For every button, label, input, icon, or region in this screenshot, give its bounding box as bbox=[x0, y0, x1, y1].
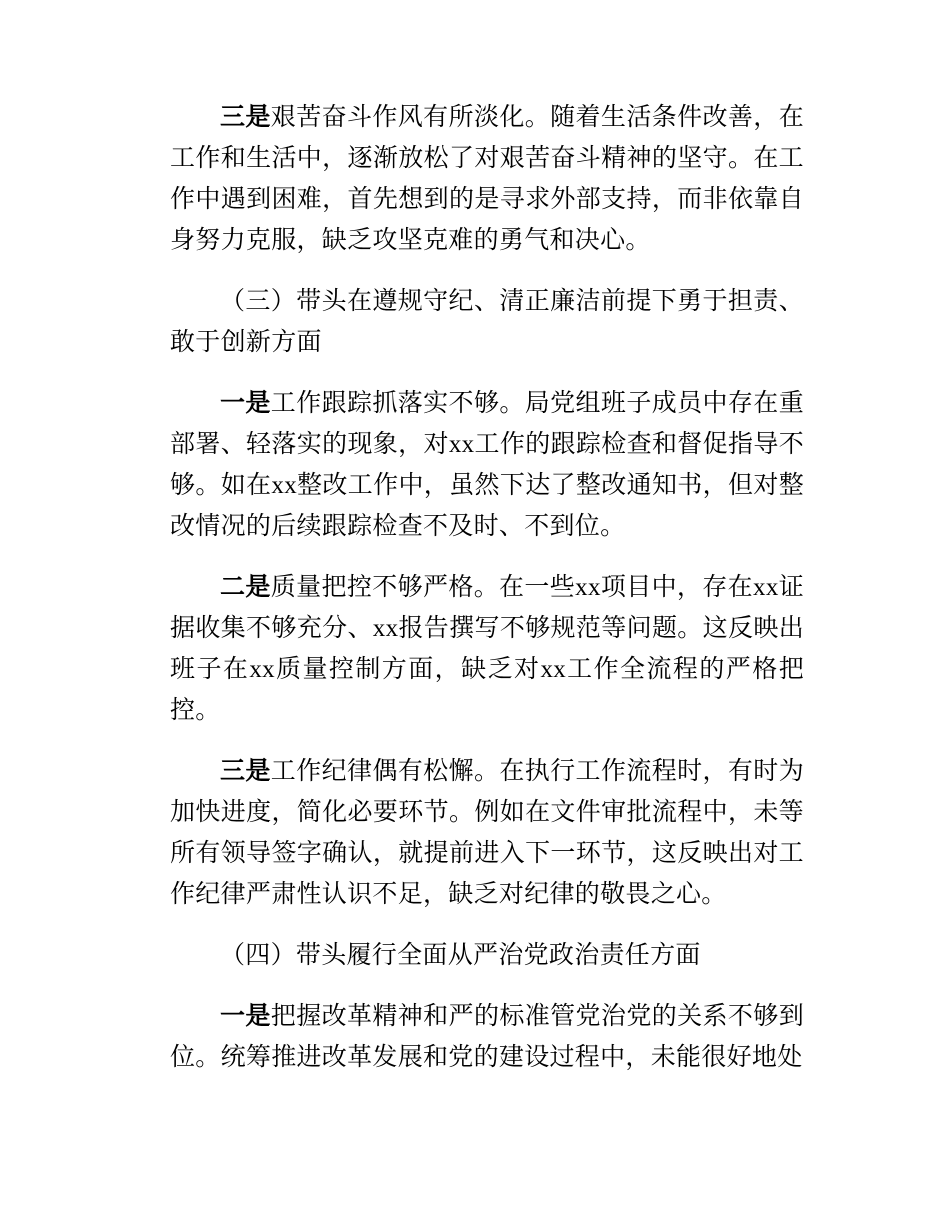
paragraph-text: 艰苦奋斗作风有所淡化。随着生活条件改善，在工作和生活中，逐渐放松了对艰苦奋斗精神的坚守。在工作中遇到困难，首先想到的是寻求外部支持，而非依靠自身努力克服，缺乏攻坚克难的勇气和决心。 bbox=[170, 104, 804, 254]
paragraph-lead: 一是 bbox=[220, 390, 271, 417]
paragraph-lead: 三是 bbox=[220, 758, 271, 785]
section-heading bbox=[170, 281, 804, 363]
paragraph-lead: 二是 bbox=[220, 574, 271, 601]
paragraph-text: 把握改革精神和严的标准管党治党的关系不够到位。统筹推进改革发展和党的建设过程中，未能很好地处 bbox=[170, 1003, 804, 1071]
paragraph bbox=[170, 751, 804, 915]
paragraph bbox=[170, 567, 804, 731]
heading-text: （三）带头在遵规守纪、清正廉洁前提下勇于担责、敢于创新方面 bbox=[170, 288, 804, 356]
paragraph-text: 工作纪律偶有松懈。在执行工作流程时，有时为加快进度，简化必要环节。例如在文件审批流程中，未等所有领导签字确认，就提前进入下一环节，这反映出对工作纪律严肃性认识不足，缺乏对纪律的敬畏之心。 bbox=[170, 758, 804, 908]
paragraph bbox=[170, 383, 804, 547]
paragraph-lead: 一是 bbox=[220, 1003, 271, 1030]
paragraph-text: 工作跟踪抓落实不够。局党组班子成员中存在重部署、轻落实的现象，对xx工作的跟踪检查和督促指导不够。如在xx整改工作中，虽然下达了整改通知书，但对整改情况的后续跟踪检查不及时、不到位。 bbox=[170, 390, 804, 540]
paragraph-lead: 三是 bbox=[220, 104, 271, 131]
heading-text: （四）带头履行全面从严治党政治责任方面 bbox=[220, 942, 701, 969]
section-heading bbox=[170, 935, 804, 976]
paragraph bbox=[170, 97, 804, 261]
paragraph-text: 质量把控不够严格。在一些xx项目中，存在xx证据收集不够充分、xx报告撰写不够规范等问题。这反映出班子在xx质量控制方面，缺乏对xx工作全流程的严格把控。 bbox=[170, 574, 805, 724]
document-body bbox=[170, 97, 804, 1098]
paragraph bbox=[170, 996, 804, 1078]
